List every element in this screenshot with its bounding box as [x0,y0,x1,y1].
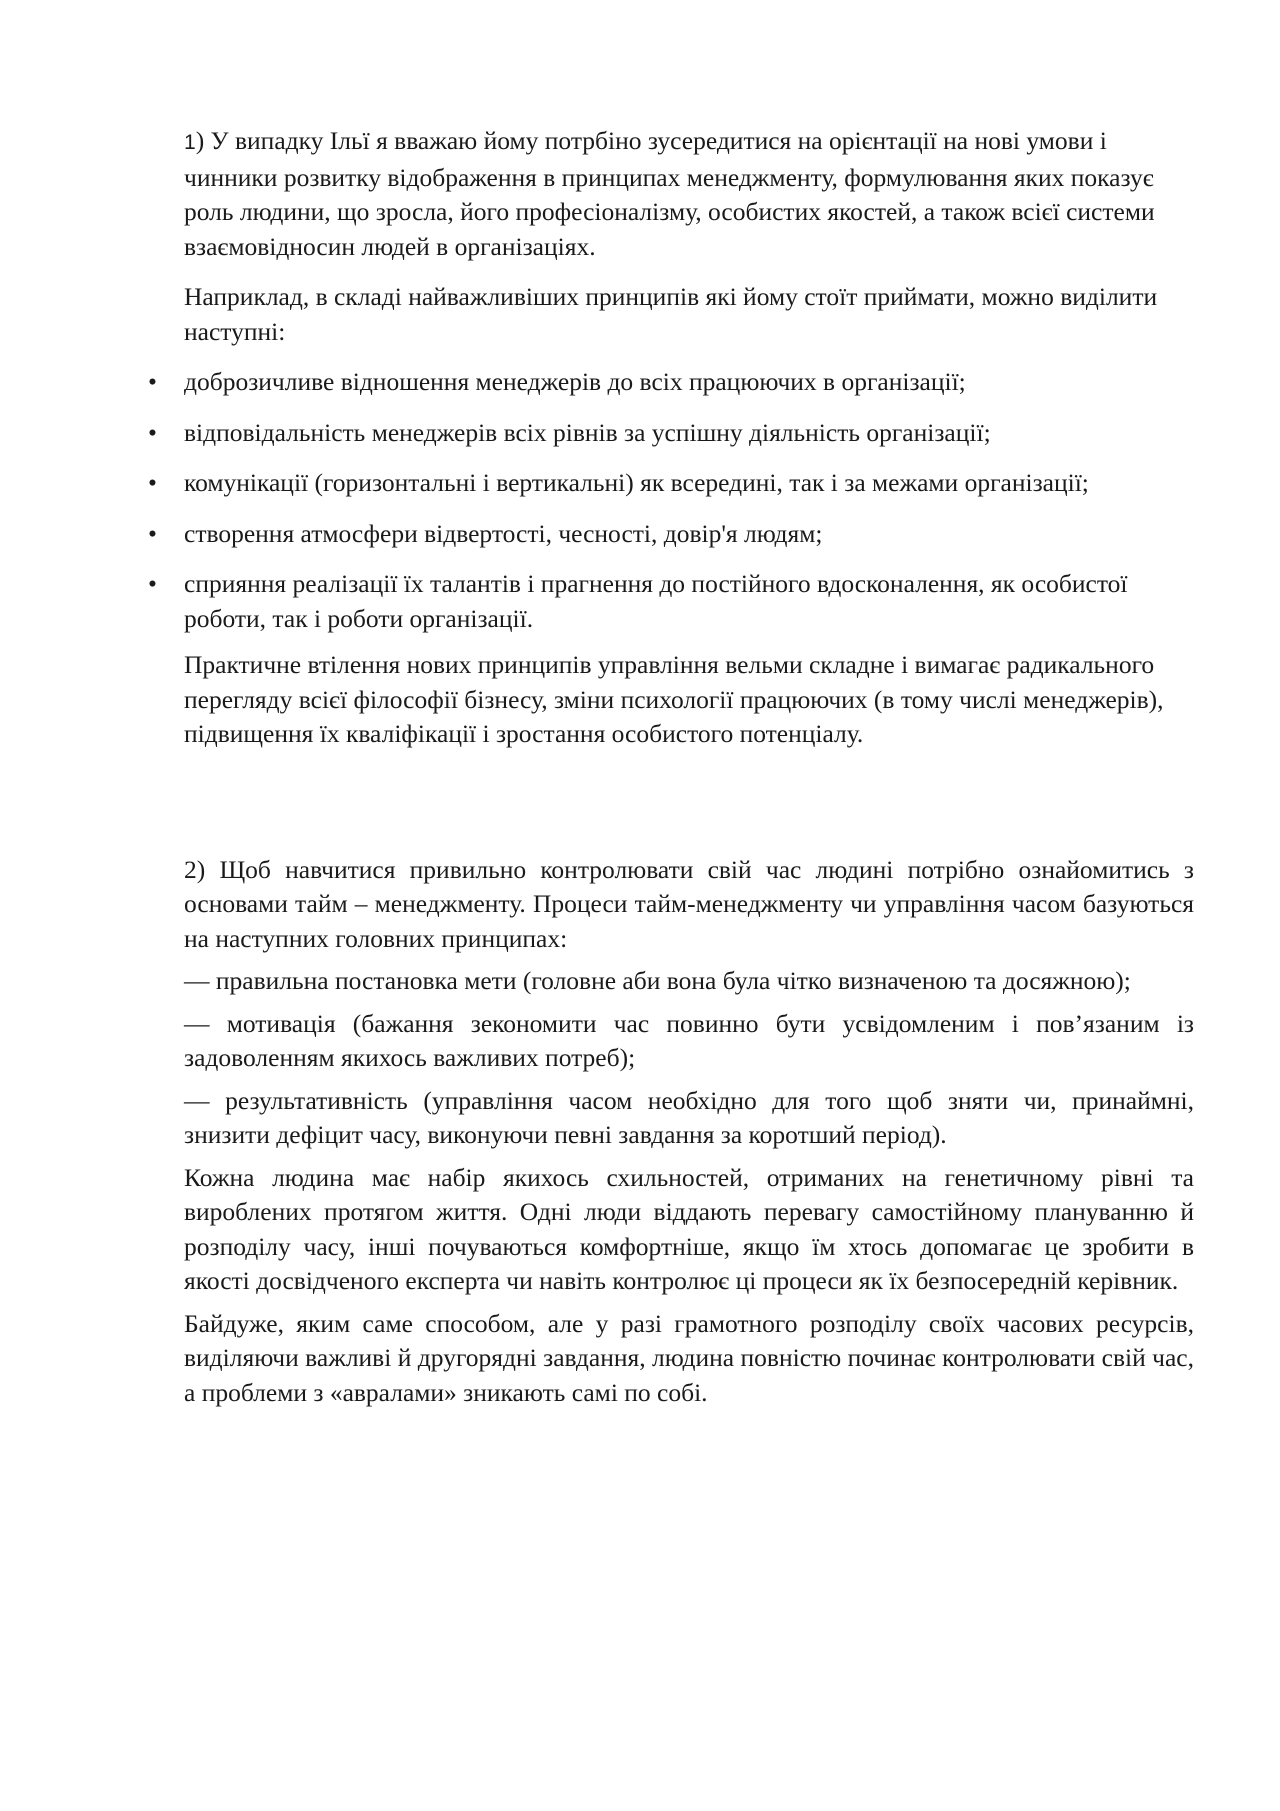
dash-item: — правильна постановка мети (головне аби вона була чітко визначеною та досяжною); [184,966,1131,995]
section-2-intro: 2) Щоб навчитися привильно контролювати свій час людині потрібно ознайомитись з основами тайм – менеджменту. Процеси тайм-менеджменту чи управління часом базуються на наступних головних принципах: [184,854,1194,953]
principles-list [148,365,1194,636]
list-item [148,567,1194,636]
list-item [148,365,1194,400]
section-1-intro-text: ) У випадку Ільї я вважаю йому потрбіно зусередитися на орієнтації на нові умови і чинники розвитку відображення в принципах менеджменту, формулювання яких показує роль людини, що зросла, його професіоналізму, особистих якостей, а також всієї системи взаємовідносин людей в організаціях. [184,126,1155,261]
list-item-text: відповідальність менеджерів всіх рівнів за успішну діяльність організації; [184,417,991,447]
bullet-icon: • [148,518,157,548]
list-item-text: сприяння реалізації їх талантів і прагнення до постійного вдосконалення, як особистої роботи, так і роботи організації. [184,569,1128,633]
section-2 [184,853,1194,1411]
section-spacer [184,752,1194,853]
section-2-paragraph: Байдуже, яким саме способом, але у разі грамотного розподілу своїх часових ресурсів, виділяючи важливі й другорядні завдання, людина повністю починає контролювати свій час, а проблеми з «авралами» зникають самі по собі. [184,1308,1194,1407]
section-1-number: 1 [184,131,196,154]
dash-item: — мотивація (бажання зекономити час повинно бути усвідомленим і пов’язаним із задоволенням якихось важливих потреб); [184,1008,1194,1072]
list-item [148,466,1194,501]
bullet-icon: • [148,417,157,447]
section-1 [148,124,1194,752]
list-item-text: комунікації (горизонтальні і вертикальні) як всередині, так і за межами організації; [184,468,1089,497]
document-body [148,124,1194,1418]
list-item [148,416,1194,451]
section-2-paragraph: Кожна людина має набір якихось схильностей, отриманих на генетичному рівні та вироблених протягом життя. Одні люди віддають перевагу самостійному плануванню й розподілу часу, інші почуваються комфортніше, якщо їм хтось допомагає це зробити в якості досвідченого експерта чи навіть контролює ці процеси як їх безпосередній керівник. [184,1162,1194,1295]
list-item [148,517,1194,552]
list-item-text: доброзичливе відношення менеджерів до всіх працюючих в організації; [184,367,966,396]
list-item-text: створення атмосфери відвертості, чесності, довір'я людям; [184,518,823,548]
bullet-icon: • [148,468,157,497]
section-1-intro [184,124,1194,264]
bullet-icon: • [148,569,157,598]
section-1-lead: Наприклад, в складі найважливіших принципів які йому стоїт приймати, можно виділити наступні: [184,282,1158,346]
dash-item: — результативність (управління часом необхідно для того щоб зняти чи, принаймні, знизити дефіцит часу, виконуючи певні завдання за коротший період). [184,1085,1194,1149]
section-1-closing: Практичне втілення нових принципів управління вельми складне і вимагає радикального перегляду всієї філософії бізнесу, зміни психології працюючих (в тому числі менеджерів), підвищення їх кваліфікації і зростання особистого потенціалу. [184,650,1164,748]
bullet-icon: • [148,367,157,396]
